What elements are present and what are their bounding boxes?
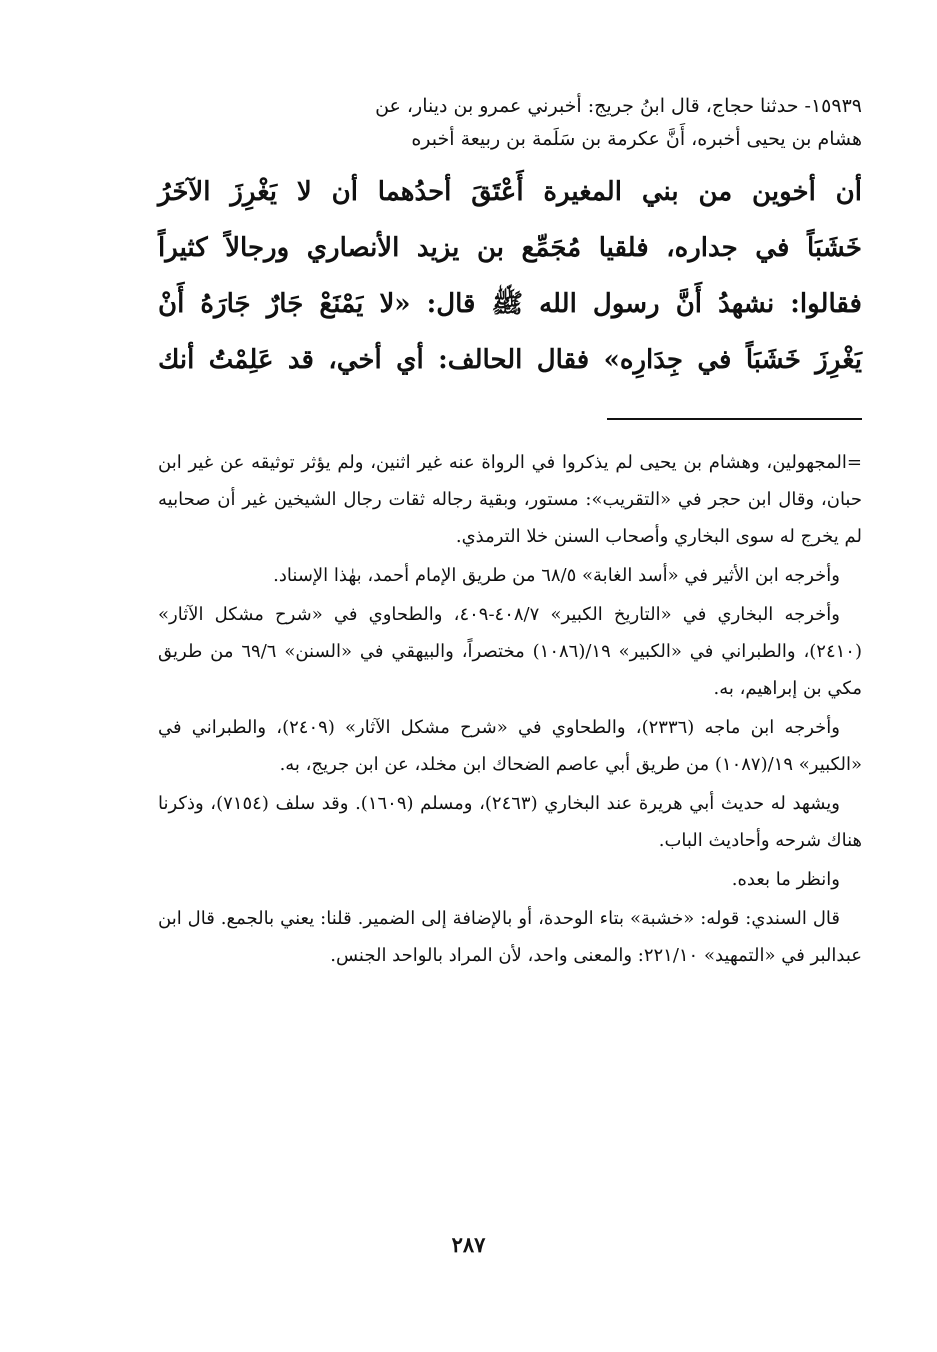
footnote-paragraph: وأخرجه ابن ماجه (٢٣٣٦)، والطحاوي في «شرح مشكل الآثار» (٢٤٠٩)، والطبراني في «الكبير» ١٩/(١٠٨٧) من طريق أبي عاصم الضحاك ابن مخلد، عن ابن جريج، به.: [158, 717, 862, 775]
matn-line: خَشَبَاً في جداره، فلقيا مُجَمِّع بن يزيد الأنصاري ورجالاً كثيراً: [158, 233, 862, 263]
page-number: ٢٨٧: [451, 1232, 486, 1257]
hadith-isnad: [158, 90, 862, 156]
footnote-paragraph: ويشهد له حديث أبي هريرة عند البخاري (٢٤٦٣)، ومسلم (١٦٠٩). وقد سلف (٧١٥٤)، وذكرنا هناك شرحه وأحاديث الباب.: [158, 793, 862, 851]
footnotes: [158, 444, 862, 974]
matn-line: أن أخوين من بني المغيرة أَعْتَقَ أحدُهما أن لا يَغْرِزَ الآخَرُ: [158, 177, 862, 207]
footnote-paragraph: =المجهولين، وهشام بن يحيى لم يذكروا في الرواة عنه غير اثنين، ولم يؤثر توثيقه عن غير ابن حبان، وقال ابن حجر في «التقريب»: مستور، وبقية رجاله ثقات رجال الشيخين غير أن صحابيه لم يخرج له سوى البخاري وأصحاب السنن خلا الترمذي.: [158, 452, 862, 547]
footnote-paragraph: قال السندي: قوله: «خشبة» بتاء الوحدة، أو بالإضافة إلى الضمير. قلنا: يعني بالجمع. قال ابن عبدالبر في «التمهيد» ٢٢١/١٠: والمعنى واحد، لأن المراد بالواحد الجنس.: [158, 908, 862, 966]
isnad-line: هشام بن يحيى أخبره، أَنَّ عكرمة بن سَلَمة بن ربيعة أخبره: [411, 128, 862, 150]
matn-line: يَغْرِزَ خَشَبَاً في جِدَارِه» فقال الحالف: أي أخي، قد عَلِمْتُ أنك: [158, 345, 862, 375]
footnote-paragraph: وأخرجه ابن الأثير في «أسد الغابة» ٦٨/٥ من طريق الإمام أحمد، بهٰذا الإسناد.: [273, 565, 840, 586]
matn-line: فقالوا: نشهدُ أَنَّ رسول الله ﷺ قال: «لا يَمْنَعْ جَارٌ جَارَهُ أَنْ: [158, 289, 862, 319]
footnote-paragraph: وأخرجه البخاري في «التاريخ الكبير» ٤٠٨/٧-٤٠٩، والطحاوي في «شرح مشكل الآثار» (٢٤١٠)، والطبراني في «الكبير» ١٩/(١٠٨٦) مختصراً، والبيهقي في «السنن» ٦٩/٦ من طريق مكي بن إبراهيم، به.: [158, 604, 862, 699]
hadith-matn: [158, 164, 862, 388]
footnote-paragraph: وانظر ما بعده.: [731, 869, 840, 890]
isnad-line: ١٥٩٣٩- حدثنا حجاج، قال ابنُ جريج: أخبرني عمرو بن دينار، عن: [375, 95, 862, 117]
page-body: [158, 90, 862, 976]
footnote-divider: [607, 418, 862, 420]
